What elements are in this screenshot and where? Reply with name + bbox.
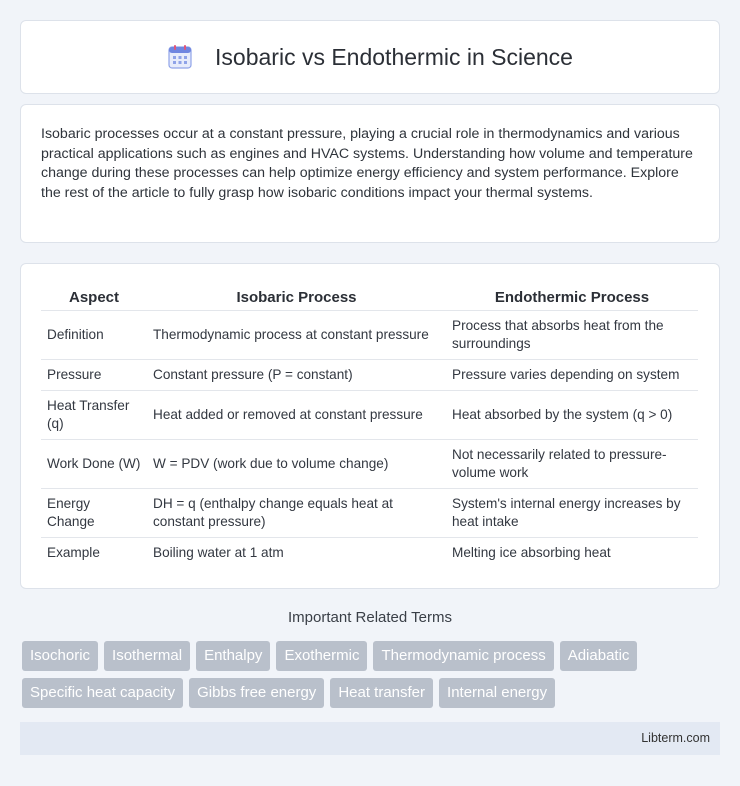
comparison-card: [20, 263, 720, 589]
table-row: [41, 359, 698, 390]
tag-isothermal[interactable]: Isothermal: [104, 641, 190, 671]
table-cell-aspect: Work Done (W): [41, 439, 147, 488]
tag-heat-transfer[interactable]: Heat transfer: [330, 678, 433, 708]
tag-enthalpy[interactable]: Enthalpy: [196, 641, 270, 671]
table-cell-aspect: Energy Change: [41, 488, 147, 537]
tag-gibbs-free-energy[interactable]: Gibbs free energy: [189, 678, 324, 708]
intro-card: [20, 104, 720, 243]
table-cell-isobaric: Boiling water at 1 atm: [153, 544, 284, 560]
table-cell-endothermic: Not necessarily related to pressure-volume work: [446, 439, 698, 488]
related-terms-list: [22, 641, 722, 715]
column-header-aspect: Aspect: [41, 284, 147, 310]
table-cell-isobaric: DH = q (enthalpy change equals heat at constant pressure): [147, 488, 446, 537]
table-cell-endothermic: Heat absorbed by the system (q > 0): [446, 390, 698, 439]
table-cell-aspect: Example: [47, 544, 100, 560]
footer: [20, 722, 720, 755]
table-cell-isobaric: W = PDV (work due to volume change): [147, 439, 446, 488]
table-row: [41, 310, 698, 359]
tag-internal-energy[interactable]: Internal energy: [439, 678, 555, 708]
tag-exothermic[interactable]: Exothermic: [276, 641, 367, 671]
table-cell-isobaric: Thermodynamic process at constant pressure: [147, 310, 446, 359]
tag-isochoric[interactable]: Isochoric: [22, 641, 98, 671]
table-row: [41, 390, 698, 439]
table-row: [41, 439, 698, 488]
header-card: [20, 20, 720, 94]
tag-specific-heat-capacity[interactable]: Specific heat capacity: [22, 678, 183, 708]
column-header-isobaric: Isobaric Process: [147, 284, 446, 310]
table-cell-aspect: Definition: [41, 310, 147, 359]
table-cell-aspect: Pressure: [41, 359, 147, 390]
tag-adiabatic[interactable]: Adiabatic: [560, 641, 638, 671]
table-cell-endothermic: System's internal energy increases by heat intake: [446, 488, 698, 537]
table-header-row: [41, 284, 698, 310]
column-header-endothermic: Endothermic Process: [446, 284, 698, 310]
table-cell-isobaric: Heat added or removed at constant pressure: [147, 390, 446, 439]
footer-site-link[interactable]: Libterm.com: [641, 731, 710, 745]
table-cell-aspect: Heat Transfer (q): [41, 390, 147, 439]
tag-thermodynamic-process[interactable]: Thermodynamic process: [373, 641, 553, 671]
table-cell-endothermic: Process that absorbs heat from the surroundings: [446, 310, 698, 359]
table-row: [41, 537, 698, 568]
intro-text: Isobaric processes occur at a constant pressure, playing a crucial role in thermodynamics and various practical applications such as engines and HVAC systems. Understanding how volume and temperature change during these processes can help optimize energy efficiency and system performance. Explore the rest of the article to fully grasp how isobaric conditions impact your thermal systems.: [41, 126, 693, 201]
table-row: [41, 488, 698, 537]
table-cell-isobaric: Constant pressure (P = constant): [147, 359, 446, 390]
comparison-table: [41, 284, 698, 568]
table-cell-endothermic: Pressure varies depending on system: [446, 359, 698, 390]
calendar-icon: [167, 44, 193, 70]
table-cell-endothermic: Melting ice absorbing heat: [452, 544, 611, 560]
related-terms-title: Important Related Terms: [288, 609, 452, 626]
page-title: Isobaric vs Endothermic in Science: [215, 43, 573, 70]
